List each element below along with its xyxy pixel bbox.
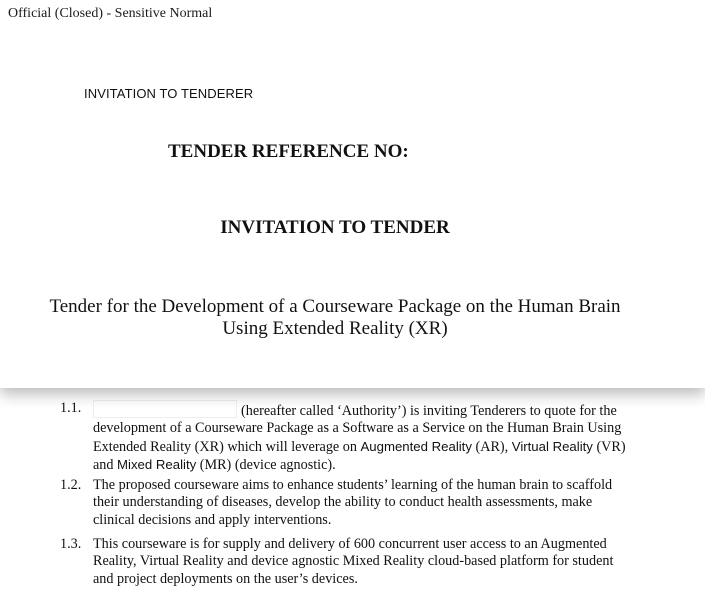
tender-reference bbox=[168, 141, 419, 163]
clause-1-3 bbox=[60, 536, 650, 588]
clause-number: 1.1. bbox=[60, 400, 82, 416]
tender-reference-label: TENDER REFERENCE NO: bbox=[168, 141, 409, 162]
clause-text bbox=[93, 477, 650, 529]
clause-1-1 bbox=[60, 400, 650, 474]
tender-subject-line2: Using Extended Reality (XR) bbox=[222, 318, 448, 339]
clause-text bbox=[93, 400, 650, 474]
clause-line: Reality, Virtual Reality and device agnostic Mixed Reality cloud-based platform for student bbox=[93, 553, 614, 570]
clause-line: development of a Courseware Package as a Software as a Service on the Human Brain Using bbox=[93, 420, 622, 437]
clause-line: their understanding of diseases, develop the ability to conduct health assessments, make bbox=[93, 494, 593, 511]
redacted-reference-number bbox=[413, 141, 419, 157]
invitation-label: INVITATION TO TENDERER bbox=[84, 86, 254, 101]
redacted-authority-name bbox=[93, 400, 237, 418]
clause-1-2 bbox=[60, 477, 650, 529]
tender-subject-line1: Tender for the Development of a Courseware Package on the Human Brain bbox=[49, 296, 621, 317]
clause-line: The proposed courseware aims to enhance students’ learning of the human brain to scaffold bbox=[93, 477, 613, 493]
clause-line: (hereafter called ‘Authority’) is inviting Tenderers to quote for the bbox=[93, 400, 650, 420]
clause-line: and Mixed Reality (MR) (device agnostic). bbox=[93, 456, 336, 473]
clause-text bbox=[93, 536, 650, 588]
clause-line: Extended Reality (XR) which will leverage on Augmented Reality (AR), Virtual Reality (VR) bbox=[93, 438, 626, 455]
tender-subject bbox=[0, 296, 670, 340]
page-title: INVITATION TO TENDER bbox=[220, 217, 450, 238]
clause-number: 1.2. bbox=[60, 477, 82, 493]
classification-label: Official (Closed) - Sensitive Normal bbox=[8, 6, 213, 21]
clauses-section bbox=[0, 390, 705, 596]
clause-number: 1.3. bbox=[60, 536, 82, 552]
clause-line: and project deployments on the user’s devices. bbox=[93, 570, 358, 587]
clause-line: This courseware is for supply and delivery of 600 concurrent user access to an Augmented bbox=[93, 536, 607, 552]
clause-line: clinical decisions and apply interventions. bbox=[93, 511, 332, 528]
